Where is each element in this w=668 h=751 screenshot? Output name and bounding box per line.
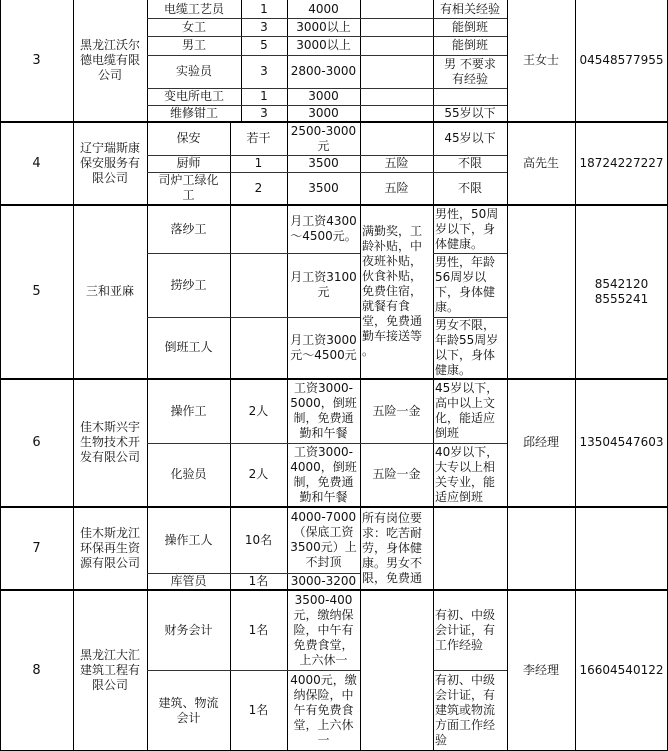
job-requirement: 不限 — [457, 180, 482, 195]
grid-line — [360, 0, 361, 751]
grid-line — [147, 88, 507, 89]
job-salary: 3000以上 — [296, 38, 351, 52]
grid-line — [147, 105, 507, 106]
row-number: 5 — [32, 284, 41, 299]
job-count: 1名 — [248, 573, 269, 588]
job-salary: 3000 — [308, 89, 339, 103]
grid-line — [0, 589, 668, 591]
grid-line — [230, 122, 231, 751]
job-requirement: 能倒班 — [451, 19, 488, 34]
job-benefit: 五险 — [384, 180, 409, 195]
job-count: 10名 — [244, 532, 273, 547]
contact-phone: 18724227227 — [579, 155, 664, 170]
job-title: 电缆工艺员 — [163, 1, 224, 16]
job-title: 司炉工绿化 工 — [158, 173, 219, 202]
job-count: 1名 — [248, 703, 269, 717]
grid-line — [147, 670, 360, 671]
job-title: 倒班工人 — [164, 340, 213, 354]
job-title: 操作工 — [170, 403, 207, 418]
grid-line — [147, 443, 507, 444]
job-salary: 3000 — [308, 105, 339, 120]
job-title: 财务会计 — [164, 622, 213, 637]
grid-line — [0, 204, 668, 206]
job-requirement: 男性，50周 岁以下，身 体健康。 — [435, 206, 499, 251]
job-count: 3 — [260, 64, 268, 78]
job-salary: 3000-3200 — [290, 573, 357, 588]
job-salary: 3500 — [308, 180, 339, 195]
job-requirement: 男 不要求 有经验 — [444, 56, 496, 86]
grid-line — [73, 0, 74, 751]
job-salary: 3500-400 元，缴纳保 险，中午有 免费食堂， 上六休一 — [293, 592, 354, 667]
grid-line — [147, 317, 360, 318]
grid-line — [0, 0, 1, 751]
job-count: 3 — [260, 105, 268, 120]
company-name: 黑龙江大汇 建筑工程有 限公司 — [79, 648, 140, 692]
grid-line — [433, 253, 507, 254]
job-salary: 4000元，缴 纳保险，中 午有免费食 堂，上六休 一 — [290, 673, 357, 747]
company-name: 佳木斯兴宇 生物技术开 发有限公司 — [79, 420, 140, 464]
job-requirement: 有初、中级 会计证，有 工作经验 — [435, 607, 496, 652]
grid-line — [433, 670, 507, 671]
row-number: 4 — [32, 155, 41, 171]
job-salary: 4000 — [308, 1, 339, 16]
job-title: 实验员 — [175, 64, 212, 78]
company-name: 佳木斯龙江 环保再生资 源有限公司 — [79, 525, 140, 570]
job-count: 2 — [254, 180, 263, 195]
contact-phone: 8542120 8555241 — [594, 276, 649, 306]
grid-line — [147, 155, 507, 156]
grid-line — [147, 253, 360, 254]
grid-line — [433, 0, 434, 751]
job-count: 1 — [254, 156, 263, 170]
row-number: 6 — [32, 435, 41, 450]
job-count: 3 — [260, 19, 268, 34]
row-number: 7 — [32, 540, 41, 556]
contact-person: 王女士 — [522, 53, 559, 67]
shared-benefits: 满勤奖，工 龄补贴，中 夜班补贴， 伙食补贴， 免费住宿， 就餐有食 堂，免费通 勤车接送等 。 — [362, 224, 423, 358]
grid-line — [0, 378, 668, 380]
shared-benefits: 所有岗位要 求：吃苦耐 劳，身体健 康。男女不 限，免费通 — [362, 510, 423, 585]
job-requirement: 男性，年龄 56周岁以 下，身体健 康。 — [435, 255, 496, 314]
job-salary: 2800-3000 — [290, 64, 357, 78]
job-count: 若干 — [246, 131, 271, 145]
job-title: 维修钳工 — [169, 105, 218, 120]
contact-phone: 16604540122 — [579, 663, 664, 677]
job-salary: 月工资3100 元 — [290, 270, 357, 299]
contact-phone: 04548577955 — [579, 53, 664, 67]
grid-line — [147, 573, 360, 574]
job-requirement: 能倒班 — [451, 38, 488, 52]
job-salary: 2500-3000 元 — [290, 123, 357, 153]
job-title: 落纱工 — [170, 221, 207, 236]
grid-line — [0, 506, 668, 508]
row-number: 3 — [32, 53, 41, 68]
job-salary: 月工资4300 ～4500元。 — [290, 214, 357, 243]
job-title: 变电所电工 — [163, 89, 224, 103]
job-salary: 工资3000- 5000，倒班 制，免费通 勤和午餐 — [290, 381, 357, 440]
company-name: 三和亚麻 — [85, 284, 134, 298]
job-salary: 月工资3000 元～4500元 — [290, 332, 357, 362]
job-count: 5 — [260, 38, 268, 52]
job-title: 库管员 — [170, 573, 207, 588]
job-requirement: 55岁以下 — [444, 105, 496, 120]
job-title: 建筑、物流 会计 — [158, 695, 219, 725]
job-title: 操作工人 — [164, 532, 213, 547]
job-count: 2人 — [248, 467, 269, 481]
job-requirement: 有初、中级 会计证，有 建筑或物流 方面工作经 验 — [435, 673, 496, 747]
job-requirement: 男女不限， 年龄55周岁 以下，身体 健康。 — [435, 317, 499, 377]
grid-line — [0, 121, 668, 123]
job-title: 捞纱工 — [170, 277, 207, 292]
grid-line — [147, 0, 148, 751]
grid-line — [147, 172, 507, 173]
contact-phone: 13504547603 — [579, 435, 664, 449]
job-salary: 3000以上 — [296, 19, 351, 34]
job-count: 1名 — [248, 622, 269, 637]
job-title: 保安 — [176, 131, 201, 145]
grid-line — [287, 0, 288, 751]
grid-line — [147, 55, 507, 56]
job-requirement: 不限 — [457, 156, 482, 170]
job-benefit: 五险 — [384, 156, 409, 170]
grid-line — [433, 317, 507, 318]
grid-line — [147, 36, 507, 37]
job-salary: 4000-7000 （保底工资 3500元）上 不封顶 — [290, 510, 357, 569]
job-requirement: 45岁以下 — [444, 131, 496, 145]
job-count: 2人 — [248, 403, 269, 418]
grid-line — [575, 0, 576, 751]
job-salary: 工资3000- 4000，倒班 制，免费通 勤和午餐 — [290, 444, 357, 504]
job-salary: 3500 — [308, 156, 339, 170]
job-title: 厨师 — [176, 156, 201, 170]
row-number: 8 — [32, 663, 41, 678]
job-count: 1 — [260, 89, 268, 103]
job-title: 男工 — [181, 38, 206, 52]
job-title: 女工 — [181, 19, 206, 34]
company-name: 辽宁瑞斯康 保安服务有 限公司 — [79, 140, 140, 185]
contact-person: 高先生 — [522, 155, 559, 170]
job-requirement: 40岁以下， 大专以上相 关专业，能 适应倒班 — [435, 444, 499, 504]
job-benefit: 五险一金 — [372, 467, 421, 481]
company-name: 黑龙江沃尔 德电缆有限 公司 — [79, 38, 140, 82]
grid-line — [147, 18, 507, 19]
contact-person: 邱经理 — [522, 435, 559, 449]
job-count: 1 — [260, 1, 268, 16]
job-title: 化验员 — [170, 467, 207, 481]
grid-line — [507, 0, 508, 751]
job-requirement: 45岁以下， 高中以上文 化，能适应 倒班 — [435, 381, 499, 440]
job-requirement: 有相关经验 — [439, 1, 500, 16]
job-benefit: 五险一金 — [372, 403, 421, 418]
contact-person: 李经理 — [522, 663, 559, 677]
